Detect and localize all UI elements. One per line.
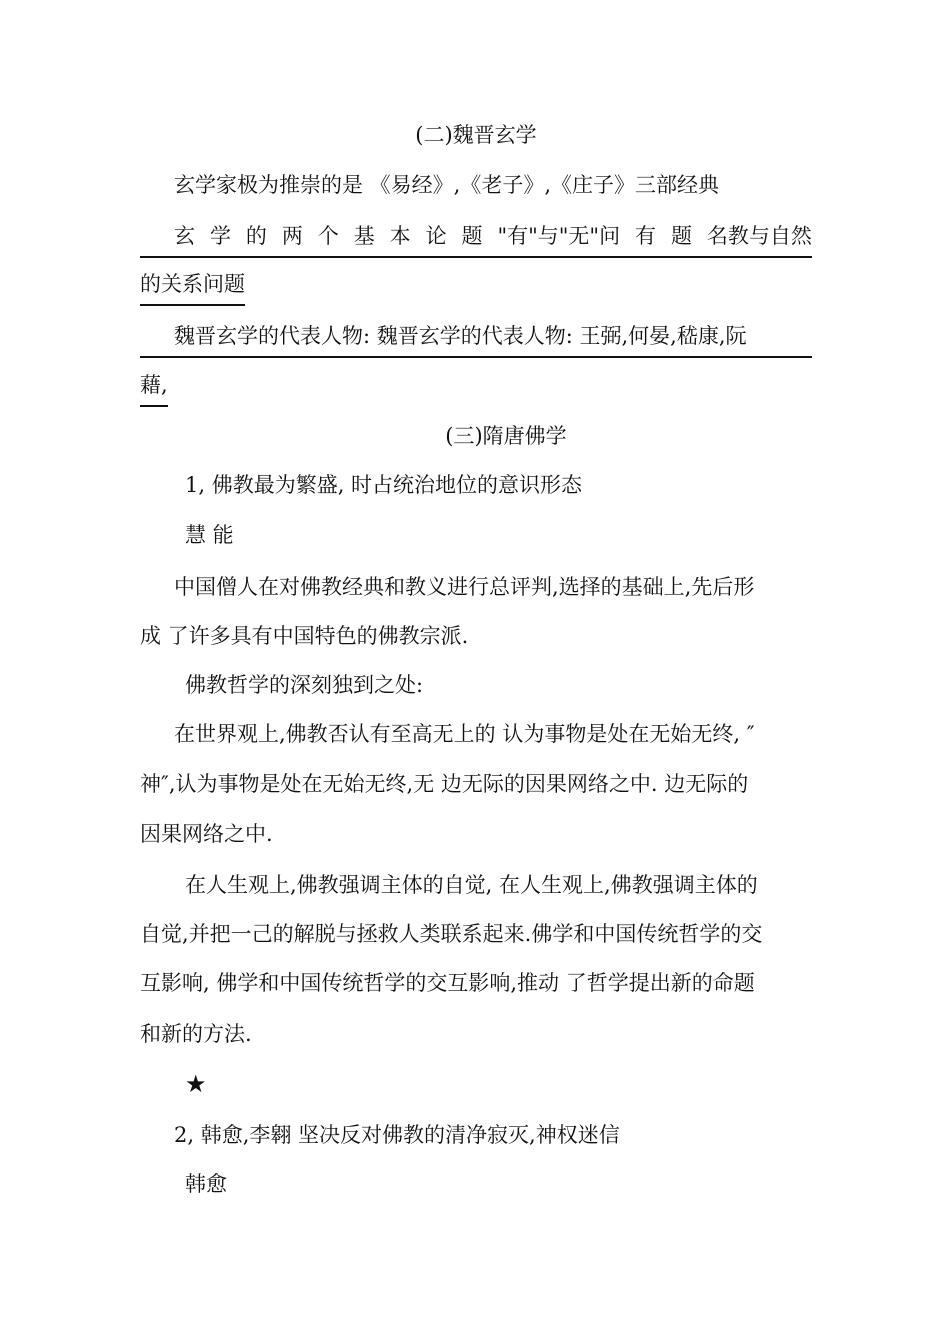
basic-topics-segment: 基 — [353, 224, 375, 248]
paragraph-life-line3: 互影响, 佛学和中国传统哲学的交互影响,推动 了哲学提出新的命题 — [140, 971, 755, 995]
paragraph-worldview-line1: 在世界观上,佛教否认有至高无上的 认为事物是处在无始无终, ″ — [174, 722, 755, 746]
point-1-buddhism-flourish: 1, 佛教最为繁盛, 时占统治地位的意识形态 — [185, 473, 583, 497]
basic-topics-segment: 的 — [245, 224, 267, 248]
name-huineng: 慧 能 — [185, 523, 234, 547]
paragraph-sects-line2: 成 了许多具有中国特色的佛教宗派. — [140, 624, 469, 648]
name-hanyu: 韩愈 — [185, 1172, 227, 1196]
basic-topics-segment: 两 — [281, 224, 303, 248]
basic-topics-segment: 学 — [209, 224, 231, 248]
basic-topics-segment: 本 — [389, 224, 411, 248]
basic-topics-segment: 论 — [425, 224, 447, 248]
basic-topics-segment: 名教与自然 — [706, 224, 812, 248]
paragraph-worldview-line3: 因果网络之中. — [140, 822, 273, 846]
paragraph-basic-topics-continued — [140, 270, 812, 306]
paragraph-representatives-continued — [140, 371, 812, 407]
paragraph-representatives: 魏晋玄学的代表人物: 魏晋玄学的代表人物: 王弼,何晏,嵇康,阮 — [140, 322, 812, 358]
paragraph-basic-topics — [140, 222, 812, 258]
basic-topics-segment: 个 — [317, 224, 339, 248]
point-2-hanyu-liao: 2, 韩愈,李翱 坚决反对佛教的清净寂灭,神权迷信 — [174, 1123, 620, 1147]
section-heading-wei-jin: (二)魏晋玄学 — [415, 123, 537, 147]
paragraph-xuanxue-classics: 玄学家极为推崇的是 《易经》,《老子》,《庄子》三部经典 — [174, 173, 720, 197]
basic-topics-segment: 题 — [670, 224, 692, 248]
paragraph-worldview-line2: 神″,认为事物是处在无始无终,无 边无际的因果网络之中. 边无际的 — [140, 772, 749, 796]
basic-topics-segment: 题 — [461, 224, 483, 248]
basic-topics-segment: "有"与"无"问 — [497, 224, 621, 248]
paragraph-sects-line1: 中国僧人在对佛教经典和教义进行总评判,选择的基础上,先后形 — [174, 575, 755, 599]
basic-topics-segment: 有 — [635, 224, 657, 248]
basic-topics-segment: 玄 — [174, 224, 195, 248]
profound-heading: 佛教哲学的深刻独到之处: — [185, 673, 424, 697]
paragraph-life-line1: 在人生观上,佛教强调主体的自觉, 在人生观上,佛教强调主体的 — [185, 873, 758, 897]
representatives-cont-text: 藉, — [140, 371, 168, 407]
star-icon: ★ — [185, 1070, 207, 1098]
section-heading-sui-tang: (三)隋唐佛学 — [445, 424, 567, 448]
paragraph-life-line4: 和新的方法. — [140, 1022, 252, 1046]
basic-topics-cont-text: 的关系问题 — [140, 270, 245, 306]
paragraph-life-line2: 自觉,并把一己的解脱与拯救人类联系起来.佛学和中国传统哲学的交 — [140, 922, 763, 946]
